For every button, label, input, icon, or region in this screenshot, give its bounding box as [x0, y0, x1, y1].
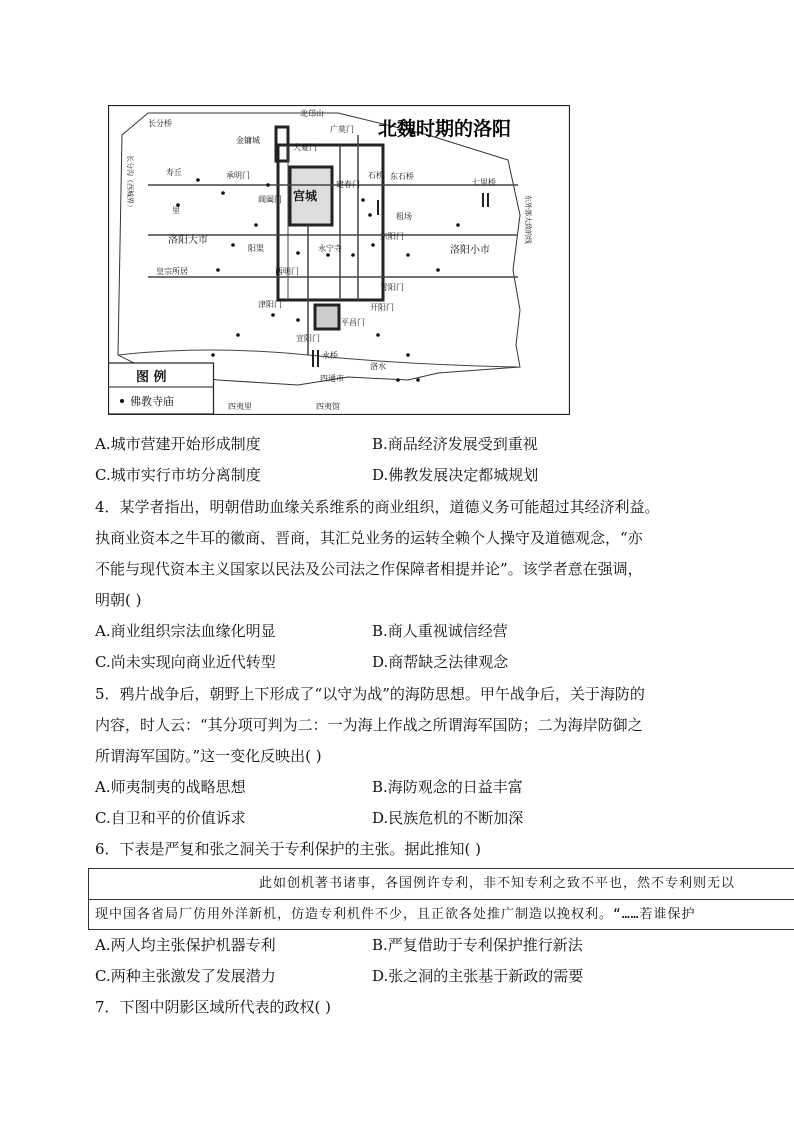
- map-label: 宣阳门: [296, 334, 320, 343]
- map-label: 承明门: [226, 171, 250, 180]
- map-label: 开阳门: [370, 303, 394, 312]
- map-label: 七里桥: [472, 178, 496, 187]
- q4-option-c[interactable]: C.尚未实现向商业近代转型: [95, 653, 276, 671]
- map-title: 北魏时期的洛阳: [378, 118, 512, 140]
- q6-option-c[interactable]: C.两种主张激发了发展潜力: [95, 967, 276, 985]
- map-label: 东外郭大致的线: [524, 195, 532, 244]
- map-label: 阊阖门: [258, 195, 282, 204]
- table-row: 此如创机著书诸事，各国例许专利，非不知专利之致不平也，然不专利则无以: [89, 869, 794, 900]
- q6-option-a[interactable]: A.两人均主张保护机器专利: [95, 936, 276, 954]
- map-label: 西明门: [275, 267, 299, 276]
- map-label: 广莫门: [330, 125, 354, 134]
- map-label: 东石桥: [390, 172, 414, 181]
- q4-option-b[interactable]: B.商人重视诚信经营: [372, 622, 508, 640]
- q7-stem: 7．下图中阴影区域所代表的政权( ): [95, 998, 332, 1016]
- q5-stem: 5．鸦片战争后，朝野上下形成了“以守为战”的海防思想。甲午战争后，关于海防的: [95, 685, 645, 703]
- map-label: 寿丘: [166, 168, 182, 177]
- q4-stem: 明朝( ): [95, 591, 142, 609]
- luoyang-map: [108, 105, 570, 415]
- q5-stem: 内容，时人云：“其分项可判为二：一为海上作战之所谓海军国防；二为海岸防御之: [95, 716, 643, 734]
- q3-option-a[interactable]: A.城市营建开始形成制度: [95, 435, 261, 453]
- q5-option-c[interactable]: C.自卫和平的价值诉求: [95, 809, 246, 827]
- q6-option-d[interactable]: D.张之洞的主张基于新政的需要: [372, 967, 584, 985]
- map-label: 长分桥: [148, 119, 172, 128]
- q5-option-b[interactable]: B.海防观念的日益丰富: [372, 778, 523, 796]
- map-label: 洛水: [370, 362, 386, 371]
- map-label: 四通市: [320, 374, 344, 383]
- q4-stem: 执商业资本之牛耳的徽商、晋商，其汇兑业务的运转全赖个人操守及道德观念，“亦: [95, 529, 643, 547]
- map-label: 永宁寺: [318, 244, 342, 253]
- q5-option-a[interactable]: A.师夷制夷的战略思想: [95, 778, 246, 796]
- q4-stem: 不能与现代资本主义国家以民法及公司法之作保障者相提并论”。该学者意在强调，: [95, 560, 643, 578]
- table-row: 现中国各省局厂仿用外洋新机，仿造专利机件不少，且正欲各处推广制造以挽权利。“……若谁保护: [95, 907, 696, 922]
- map-label: 津阳门: [258, 300, 282, 309]
- map-label: 四夷里: [228, 402, 252, 411]
- map-label: 里: [172, 206, 180, 215]
- map-label: 皇宗所居: [156, 267, 188, 276]
- map-label: 租场: [396, 212, 412, 221]
- map-label: 平昌门: [341, 318, 365, 327]
- q6-stem: 6．下表是严复和张之洞关于专利保护的主张。据此推知( ): [95, 840, 482, 858]
- map-label: 宫城: [293, 189, 318, 203]
- map-label: 东阳门: [380, 232, 404, 241]
- map-label: 青阳门: [380, 283, 404, 292]
- legend-item: 佛教寺庙: [130, 395, 174, 408]
- q4-stem: 4．某学者指出，明朝借助血缘关系维系的商业组织，道德义务可能超过其经济利益。: [95, 498, 660, 516]
- legend-title: 图 例: [136, 370, 167, 385]
- map-label: 石桥: [368, 171, 384, 180]
- q4-option-a[interactable]: A.商业组织宗法血缘化明显: [95, 622, 276, 640]
- q4-option-d[interactable]: D.商帮缺乏法律观念: [372, 653, 509, 671]
- q5-option-d[interactable]: D.民族危机的不断加深: [372, 809, 524, 827]
- map-label: 四夷馆: [316, 402, 340, 411]
- q3-option-c[interactable]: C.城市实行市坊分离制度: [95, 466, 261, 484]
- map-label: 永桥: [322, 351, 338, 360]
- q3-option-b[interactable]: B.商品经济发展受到重视: [372, 435, 538, 453]
- map-label: 大夏门: [293, 143, 317, 152]
- q6-option-b[interactable]: B.严复借助于专利保护推行新法: [372, 936, 583, 954]
- map-label: 长分沟（西城界）: [126, 155, 134, 211]
- map-label: 北邙山: [300, 109, 324, 118]
- map-label: 洛阳大市: [168, 235, 208, 246]
- map-label: 阳渠: [248, 244, 264, 253]
- q5-stem: 所谓海军国防。”这一变化反映出( ): [95, 747, 322, 765]
- map-label: 建春门: [336, 180, 360, 189]
- map-label: 洛阳小市: [450, 245, 490, 256]
- map-label: 金镛城: [236, 136, 260, 145]
- q3-option-d[interactable]: D.佛教发展决定都城规划: [372, 466, 539, 484]
- patent-table: [88, 868, 794, 930]
